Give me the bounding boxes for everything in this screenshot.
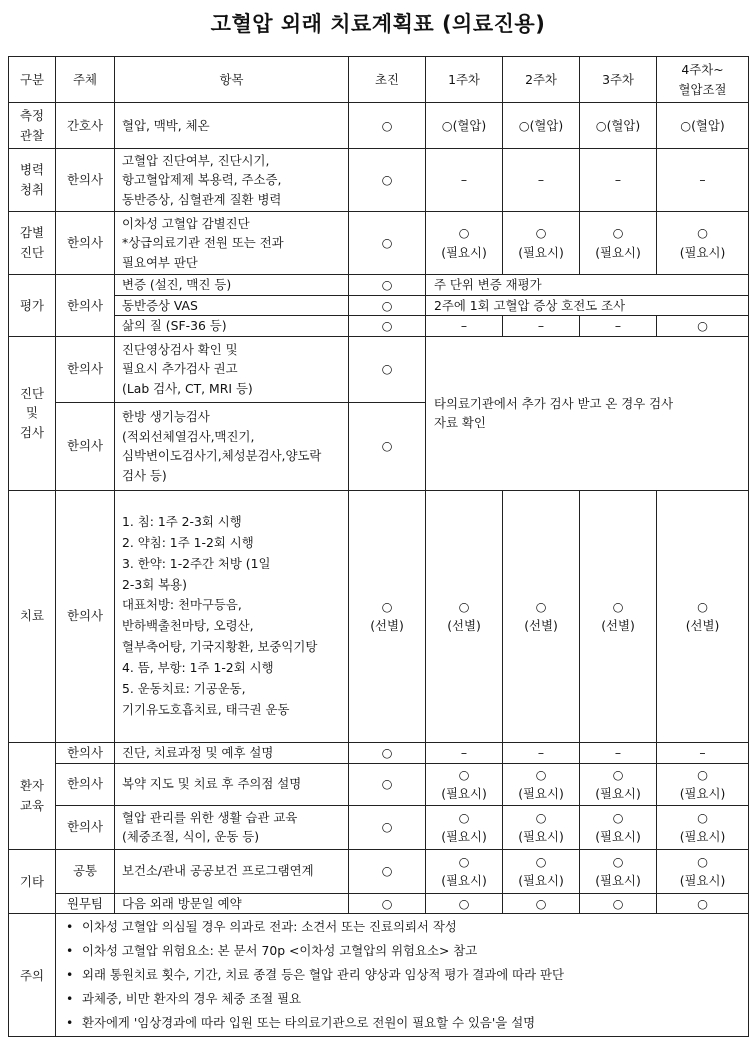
initial-cell: ○	[349, 212, 426, 275]
week1-cell: ○ (필요시)	[426, 849, 503, 893]
notes-cell	[56, 914, 749, 1037]
table-row	[9, 316, 749, 337]
item-cell: 다음 외래 방문일 예약	[115, 893, 349, 914]
col-header-item: 항목	[115, 57, 349, 103]
category-treat: 치료	[9, 490, 56, 742]
week3-cell: ○	[580, 893, 657, 914]
item-cell: 복약 지도 및 치료 후 주의점 설명	[115, 763, 349, 805]
category-edu: 환자 교육	[9, 742, 56, 849]
item-cell: 변증 (설진, 맥진 등)	[115, 275, 349, 296]
treatment-plan-table	[8, 56, 749, 1037]
table-row	[9, 490, 749, 742]
notes-list	[58, 915, 746, 1035]
week4-cell: –	[657, 149, 749, 212]
initial-cell: ○ (선별)	[349, 490, 426, 742]
actor-cell: 한의사	[56, 149, 115, 212]
week4-cell: ○ (필요시)	[657, 849, 749, 893]
col-header-week3: 3주차	[580, 57, 657, 103]
week2-cell: ○	[503, 893, 580, 914]
table-row	[9, 149, 749, 212]
item-cell: 보건소/관내 공공보건 프로그램연계	[115, 849, 349, 893]
table-row	[9, 914, 749, 1037]
week4-cell: –	[657, 742, 749, 763]
week2-cell: ○ (필요시)	[503, 763, 580, 805]
week2-cell: –	[503, 149, 580, 212]
week4-cell: ○	[657, 893, 749, 914]
actor-cell: 한의사	[56, 742, 115, 763]
note-item: • 이차성 고혈압 의심될 경우 의과로 전과: 소견서 또는 진료의뢰서 작성	[64, 915, 746, 939]
col-header-actor: 주체	[56, 57, 115, 103]
week1-cell: ○	[426, 893, 503, 914]
week1-cell: –	[426, 316, 503, 337]
week1-cell: ○ (필요시)	[426, 805, 503, 849]
note-item: • 과체중, 비만 환자의 경우 체중 조절 필요	[64, 987, 746, 1011]
week3-cell: –	[580, 149, 657, 212]
note-item: • 이차성 고혈압 위험요소: 본 문서 70p <이차성 고혈압의 위험요소> 참고	[64, 939, 746, 963]
week4-cell: ○ (필요시)	[657, 805, 749, 849]
week3-cell: –	[580, 742, 657, 763]
category-notes: 주의	[9, 914, 56, 1037]
initial-cell: ○	[349, 849, 426, 893]
week1-cell: ○(혈압)	[426, 103, 503, 149]
col-header-week4: 4주차~ 혈압조절	[657, 57, 749, 103]
category-exam: 진단 및 검사	[9, 336, 56, 490]
category-eval: 평가	[9, 275, 56, 337]
actor-cell: 한의사	[56, 490, 115, 742]
initial-cell: ○	[349, 893, 426, 914]
week4-cell: ○ (필요시)	[657, 763, 749, 805]
actor-cell: 한의사	[56, 402, 115, 490]
col-header-week1: 1주차	[426, 57, 503, 103]
item-cell: 진단영상검사 확인 및 필요시 추가검사 권고 (Lab 검사, CT, MRI 등)	[115, 336, 349, 402]
week2-cell: –	[503, 316, 580, 337]
item-cell: 이차성 고혈압 감별진단 *상급의료기관 전원 또는 전과 필요여부 판단	[115, 212, 349, 275]
table-row	[9, 212, 749, 275]
week2-cell: ○ (필요시)	[503, 805, 580, 849]
actor-cell: 한의사	[56, 212, 115, 275]
actor-cell: 원무팀	[56, 893, 115, 914]
week1-cell: –	[426, 149, 503, 212]
initial-cell: ○	[349, 805, 426, 849]
week3-cell: ○(혈압)	[580, 103, 657, 149]
actor-cell: 공통	[56, 849, 115, 893]
note-item: • 외래 통원치료 횟수, 기간, 치료 종결 등은 혈압 관리 양상과 임상적 평가 결과에 따라 판단	[64, 963, 746, 987]
week4-cell: ○(혈압)	[657, 103, 749, 149]
item-cell: 1. 침: 1주 2-3회 시행 2. 약침: 1주 1-2회 시행 3. 한약: 1-2주간 처방 (1일 2-3회 복용) 대표처방: 천마구등음, 반하백출천마탕, 오령산, 혈부축어탕, 기국지황환, 보중익기탕 4. 뜸, 부항: 1주 1-2회 시행 5. 운동치료: 기공운동, 기기유도호흡치료, 태극권 운동	[115, 490, 349, 742]
table-row	[9, 103, 749, 149]
actor-cell: 한의사	[56, 336, 115, 402]
span-cell: 2주에 1회 고혈압 증상 호전도 조사	[426, 295, 749, 316]
week2-cell: ○ (필요시)	[503, 212, 580, 275]
item-cell: 고혈압 진단여부, 진단시기, 항고혈압제제 복용력, 주소증, 동반증상, 심혈관계 질환 병력	[115, 149, 349, 212]
span-cell: 주 단위 변증 재평가	[426, 275, 749, 296]
week3-cell: ○ (필요시)	[580, 849, 657, 893]
actor-cell: 한의사	[56, 763, 115, 805]
week2-cell: –	[503, 742, 580, 763]
category-history: 병력 청취	[9, 149, 56, 212]
week2-cell: ○ (필요시)	[503, 849, 580, 893]
table-row	[9, 295, 749, 316]
initial-cell: ○	[349, 336, 426, 402]
col-header-week2: 2주차	[503, 57, 580, 103]
week1-cell: –	[426, 742, 503, 763]
week1-cell: ○ (선별)	[426, 490, 503, 742]
table-row	[9, 849, 749, 893]
week3-cell: ○ (필요시)	[580, 805, 657, 849]
week1-cell: ○ (필요시)	[426, 763, 503, 805]
initial-cell: ○	[349, 316, 426, 337]
table-row	[9, 275, 749, 296]
initial-cell: ○	[349, 275, 426, 296]
table-row	[9, 805, 749, 849]
category-etc: 기타	[9, 849, 56, 914]
note-item: • 환자에게 '임상경과에 따라 입원 또는 타의료기관으로 전원이 필요할 수 있음'을 설명	[64, 1011, 746, 1035]
category-diff: 감별 진단	[9, 212, 56, 275]
initial-cell: ○	[349, 742, 426, 763]
table-row	[9, 763, 749, 805]
initial-cell: ○	[349, 295, 426, 316]
week2-cell: ○ (선별)	[503, 490, 580, 742]
actor-cell: 간호사	[56, 103, 115, 149]
actor-cell: 한의사	[56, 805, 115, 849]
week3-cell: –	[580, 316, 657, 337]
table-row	[9, 336, 749, 402]
initial-cell: ○	[349, 402, 426, 490]
item-cell: 진단, 치료과정 및 예후 설명	[115, 742, 349, 763]
item-cell: 동반증상 VAS	[115, 295, 349, 316]
week4-cell: ○ (필요시)	[657, 212, 749, 275]
initial-cell: ○	[349, 763, 426, 805]
item-cell: 한방 생기능검사 (적외선체열검사,맥진기, 심박변이도검사기,체성분검사,양도락 검사 등)	[115, 402, 349, 490]
table-row	[9, 742, 749, 763]
col-header-initial: 초진	[349, 57, 426, 103]
week4-cell: ○ (선별)	[657, 490, 749, 742]
week3-cell: ○ (선별)	[580, 490, 657, 742]
page-title: 고혈압 외래 치료계획표 (의료진용)	[210, 12, 546, 36]
category-measure: 측정 관찰	[9, 103, 56, 149]
week2-cell: ○(혈압)	[503, 103, 580, 149]
col-header-category: 구분	[9, 57, 56, 103]
week3-cell: ○ (필요시)	[580, 763, 657, 805]
item-cell: 삶의 질 (SF-36 등)	[115, 316, 349, 337]
week3-cell: ○ (필요시)	[580, 212, 657, 275]
exam-note-cell: 타의료기관에서 추가 검사 받고 온 경우 검사 자료 확인	[426, 336, 749, 490]
table-row	[9, 893, 749, 914]
item-cell: 혈압, 맥박, 체온	[115, 103, 349, 149]
week4-cell: ○	[657, 316, 749, 337]
initial-cell: ○	[349, 149, 426, 212]
header-row	[9, 57, 749, 103]
actor-cell: 한의사	[56, 275, 115, 337]
week1-cell: ○ (필요시)	[426, 212, 503, 275]
initial-cell: ○	[349, 103, 426, 149]
item-cell: 혈압 관리를 위한 생활 습관 교육 (체중조절, 식이, 운동 등)	[115, 805, 349, 849]
